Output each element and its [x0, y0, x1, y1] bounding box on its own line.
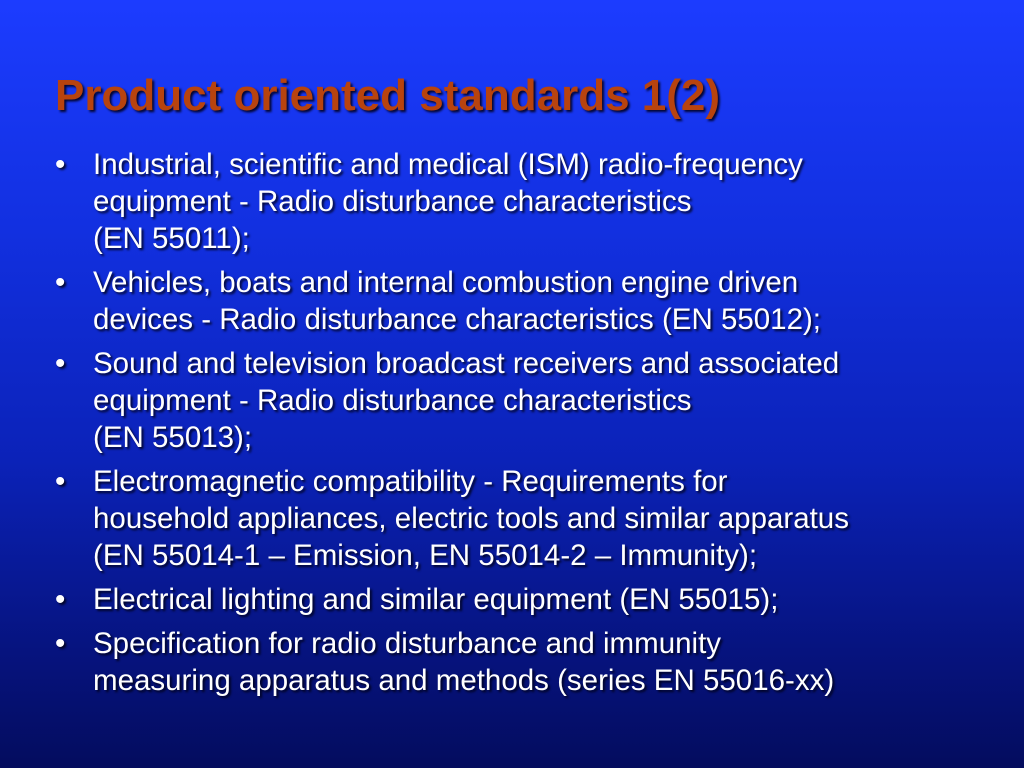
bullet-line: devices - Radio disturbance characteristics (EN 55012);: [93, 303, 821, 336]
bullet-line: Industrial, scientific and medical (ISM) radio-frequency: [93, 148, 803, 181]
bullet-line: household appliances, electric tools and similar apparatus: [93, 502, 849, 535]
bullet-text: [93, 625, 985, 699]
bullet-text: [93, 463, 985, 574]
bullet-line: (EN 55014-1 – Emission, EN 55014-2 – Immunity);: [93, 539, 758, 572]
bullet-text: [93, 345, 985, 456]
bullet-dot-icon: •: [55, 627, 66, 660]
bullet-line: Electrical lighting and similar equipment (EN 55015);: [93, 583, 779, 616]
bullet-item: [55, 581, 985, 618]
bullet-item: [55, 345, 985, 456]
bullet-line: (EN 55011);: [93, 222, 250, 255]
bullet-line: Electromagnetic compatibility - Requirements for: [93, 465, 728, 498]
bullet-text: [93, 581, 985, 618]
bullet-line: Vehicles, boats and internal combustion engine driven: [93, 266, 799, 299]
bullet-line: equipment - Radio disturbance characteristics: [93, 384, 692, 417]
bullet-line: Sound and television broadcast receivers and associated: [93, 347, 840, 380]
bullet-item: [55, 463, 985, 574]
bullet-line: measuring apparatus and methods (series EN 55016-xx): [93, 664, 835, 697]
bullet-line: (EN 55013);: [93, 421, 253, 454]
bullet-item: [55, 264, 985, 338]
bullet-text: [93, 146, 985, 257]
bullet-line: Specification for radio disturbance and immunity: [93, 627, 722, 660]
bullet-dot-icon: •: [55, 266, 66, 299]
bullet-dot-icon: •: [55, 583, 66, 616]
bullet-dot-icon: •: [55, 465, 66, 498]
bullet-dot-icon: •: [55, 148, 66, 181]
bullet-dot-icon: •: [55, 347, 66, 380]
slide-title: Product oriented standards 1(2): [55, 71, 721, 120]
bullet-list: [55, 146, 985, 706]
bullet-text: [93, 264, 985, 338]
bullet-item: [55, 625, 985, 699]
bullet-item: [55, 146, 985, 257]
bullet-line: equipment - Radio disturbance characteristics: [93, 185, 692, 218]
